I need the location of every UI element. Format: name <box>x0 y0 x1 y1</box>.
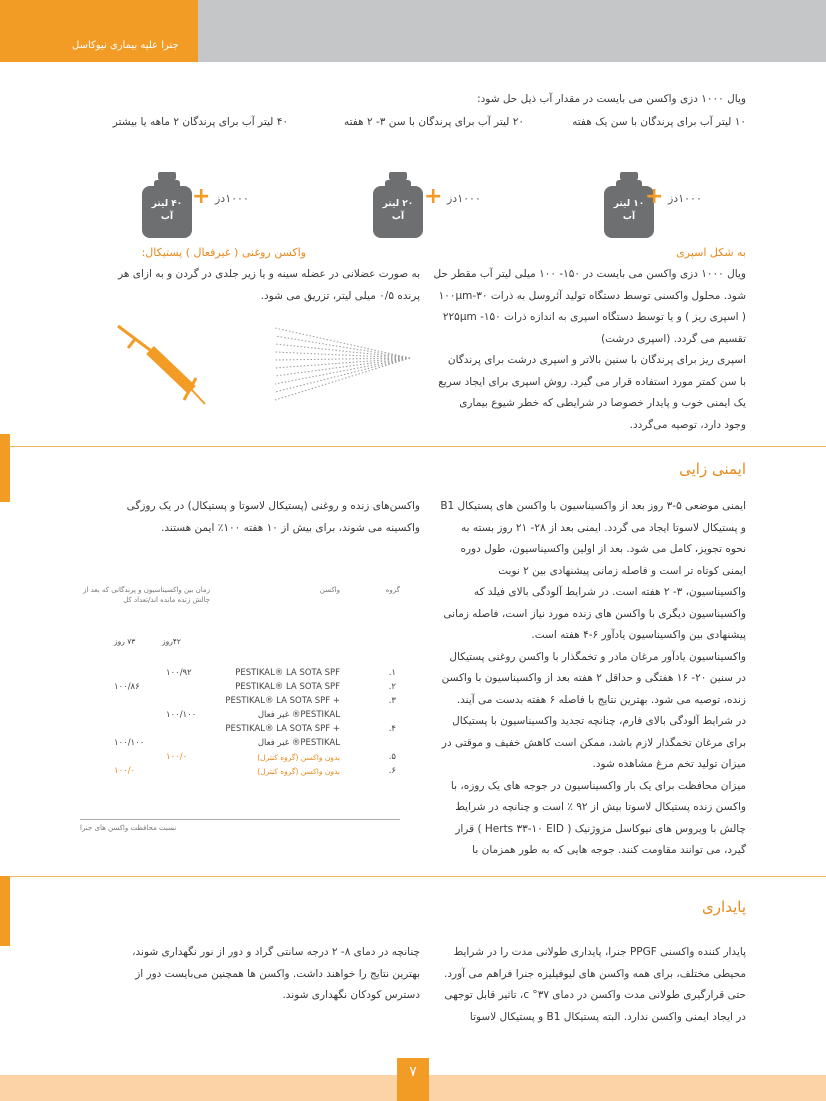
stability-heading: پایداری <box>702 898 746 916</box>
stability-text-right: پایدار کننده واکسنی PPGF جنرا، پایداری طولانی مدت را در شرایط محیطی مختلف، برای همه واکسن های لیوفیلیزه جنرا فراهم می آورد. حتی قرارگیری طولانی مدت واکسن در دمای ۳۷° c، تاثیر قابل توجهی در ایجاد ایمنی واکسن ندارد. البته پستیکال B1 و پستیکال لاسوتا <box>444 946 746 1023</box>
table-row: .۱ PESTIKAL® LA SOTA SPF ۱۰۰/۹۲ <box>166 668 396 678</box>
oil-vaccine-title: واکسن روغنی ( غیرفعال ) پستیکال: <box>141 246 306 259</box>
syringe-icon <box>118 326 205 404</box>
table-row: .۴ PESTIKAL® LA SOTA SPF + <box>225 724 396 734</box>
plus-icon: + <box>192 184 211 209</box>
section-divider <box>0 446 826 447</box>
table-caption: نسبت محافظت واکسن های جنرا <box>80 824 177 832</box>
immunity-heading: ایمنی زایی <box>679 460 746 478</box>
intro-col-1: ۱۰ لیتر آب برای پرندگان با سن یک هفته <box>572 116 746 128</box>
table-row: .۵ بدون واکسن (گروه کنترل) ۱۰۰/۰ <box>166 752 396 762</box>
side-accent-bar <box>0 434 10 502</box>
spray-title: به شکل اسپری <box>676 246 746 259</box>
spray-mist-icon <box>275 328 410 400</box>
spray-text: ویال ۱۰۰۰ دزی واکسن می بایست در ۱۵۰- ۱۰۰ میلی لیتر آب مقطر حل شود. محلول واکسنی توسط دستگاه تولید آئروسل به ذرات ۱۰۰µm-۳۰ ( اسپری ریز ) و یا توسط دستگاه اسپری به اندازه ذرات ۲۲۵µm -۱۵۰ تقسیم می گردد. (اسپری درشت) اسپری ریز برای پرندگان با سنین بالاتر و اسپری درشت برای پرندگان با سن کمتر مورد استفاده قرار می گیرد. روش اسپری برای ایجاد سریع یک ایمنی خوب و پایدار خصوصا در شرایطی که خطر شیوع بیماری وجود دارد، توصیه می‌گردد. <box>433 268 746 431</box>
page-number: ۷ <box>397 1058 429 1101</box>
side-accent-bar <box>0 876 10 946</box>
intro-line: ویال ۱۰۰۰ دزی واکسن می بایست در مقدار آب ذیل حل شود: <box>477 93 746 105</box>
table-header-time: زمان بین واکسیناسیون و پرندگانی که بعد از چالش زنده مانده اند/تعداد کل <box>83 586 210 604</box>
dose-label: ۱۰۰۰دز <box>215 192 249 205</box>
water-bottle-40: ۴۰ لیتر آب <box>142 172 192 238</box>
header-accent-block <box>0 0 198 62</box>
dose-label: ۱۰۰۰دز <box>447 192 481 205</box>
section-divider <box>0 876 826 877</box>
table-rule <box>80 819 400 820</box>
plus-icon: + <box>424 184 443 209</box>
intro-col-3: ۴۰ لیتر آب برای پرندگان ۲ ماهه یا بیشتر <box>112 116 288 128</box>
table-header-group: گروه <box>385 586 400 594</box>
syringe-spray-illustration <box>110 318 430 408</box>
water-bottle-10: ۱۰ لیتر آب <box>604 172 654 238</box>
header-title: جنرا علیه بیماری نیوکاسل <box>72 40 179 51</box>
table-row: PESTIKAL® غیر فعال ۱۰۰/۱۰۰ <box>114 738 340 748</box>
table-row: .۶ بدون واکسن (گروه کنترل) ۱۰۰/۰ <box>114 766 396 776</box>
immunity-text-left: واکسن‌های زنده و روغنی (پستیکال لاسوتا و پستیکال) در یک روزگی واکسینه می شوند، برای بیش از ۱۰ هفته ۱۰۰٪ ایمن هستند. <box>126 500 420 534</box>
table-day-73: ۷۳ روز <box>114 637 136 646</box>
table-row: .۳ PESTIKAL® LA SOTA SPF + <box>225 696 396 706</box>
table-row: PESTIKAL® غیر فعال ۱۰۰/۱۰۰ <box>166 710 340 720</box>
stability-text-left: چنانچه در دمای ۸- ۲ درجه سانتی گراد و دور از نور نگهداری شوند، بهترین نتایج را خواهند داشت. واکسن ها همچنین می‌بایست دور از دسترس کودکان نگهداری شوند. <box>132 946 420 1001</box>
oil-vaccine-body: به صورت عضلانی در عضله سینه و یا زیر جلدی در گردن و به ازای هر پرنده ۰/۵ میلی لیتر، تزریق می شود. <box>118 268 420 302</box>
intro-col-2: ۲۰ لیتر آب برای پرندگان با سن ۳- ۲ هفته <box>343 116 524 128</box>
table-row: .۲ PESTIKAL® LA SOTA SPF ۱۰۰/۸۶ <box>114 682 396 692</box>
protection-table <box>80 585 400 835</box>
water-bottle-20: ۲۰ لیتر آب <box>373 172 423 238</box>
table-header-vaccine: واکسن <box>319 586 340 594</box>
table-body <box>80 667 400 779</box>
plus-icon: + <box>645 184 664 209</box>
immunity-text-right: ایمنی موضعی ۵-۳ روز بعد از واکسیناسیون با واکسن های پستیکال B1 و پستیکال لاسوتا ایجاد می گردد. ایمنی بعد از ۲۸- ۲۱ روز بسته به نحوه تجویز، کامل می شود. بعد از اولین واکسیناسیون، طول دوره ایمنی کوتاه تر است و فاصله زمانی پیشنهادی بین ۲ نوبت واکسیناسیون، ۳- ۲ هفته است. در شرایط آلودگی بالای فیلد که واکسیناسیون دیگری با واکسن های زنده مورد نیاز است، فاصله زمانی پیشنهادی بین واکسیناسیون یادآور ۶-۴ هفته است. واکسیناسیون یادآور مرغان مادر و تخمگذار با واکسن روغنی پستیکال در سنین ۲۰- ۱۶ هفتگی و حداقل ۲ هفته بعد از واکسیناسیون با واکسن زنده، توصیه می شود. بهترین نتایج با فاصله ۶ هفته بدست می آیند. در شرایط آلودگی بالای فارم، چنانچه تجدید واکسیناسیون با پستیکال برای مرغان تخمگذار لازم باشد، ممکن است کاهش خفیف و موقتی در میزان تولید تخم مرغ مشاهده شود. میزان محافظت برای یک بار واکسیناسیون در جوجه های یک روزه، با واکسن زنده پستیکال لاسوتا بیش از ۹۲ ٪ است و چنانچه در شرایط چالش با ویروس های نیوکاسل مزوژنیک ( Herts ۳۳-۱۰ EID ) قرار گیرد، می توانند مقاومت کنند. جوجه هایی که به طور همزمان با <box>440 500 746 856</box>
header-gray-band <box>198 0 826 62</box>
dose-label: ۱۰۰۰دز <box>668 192 702 205</box>
table-day-42: ۴۲روز <box>162 637 181 646</box>
